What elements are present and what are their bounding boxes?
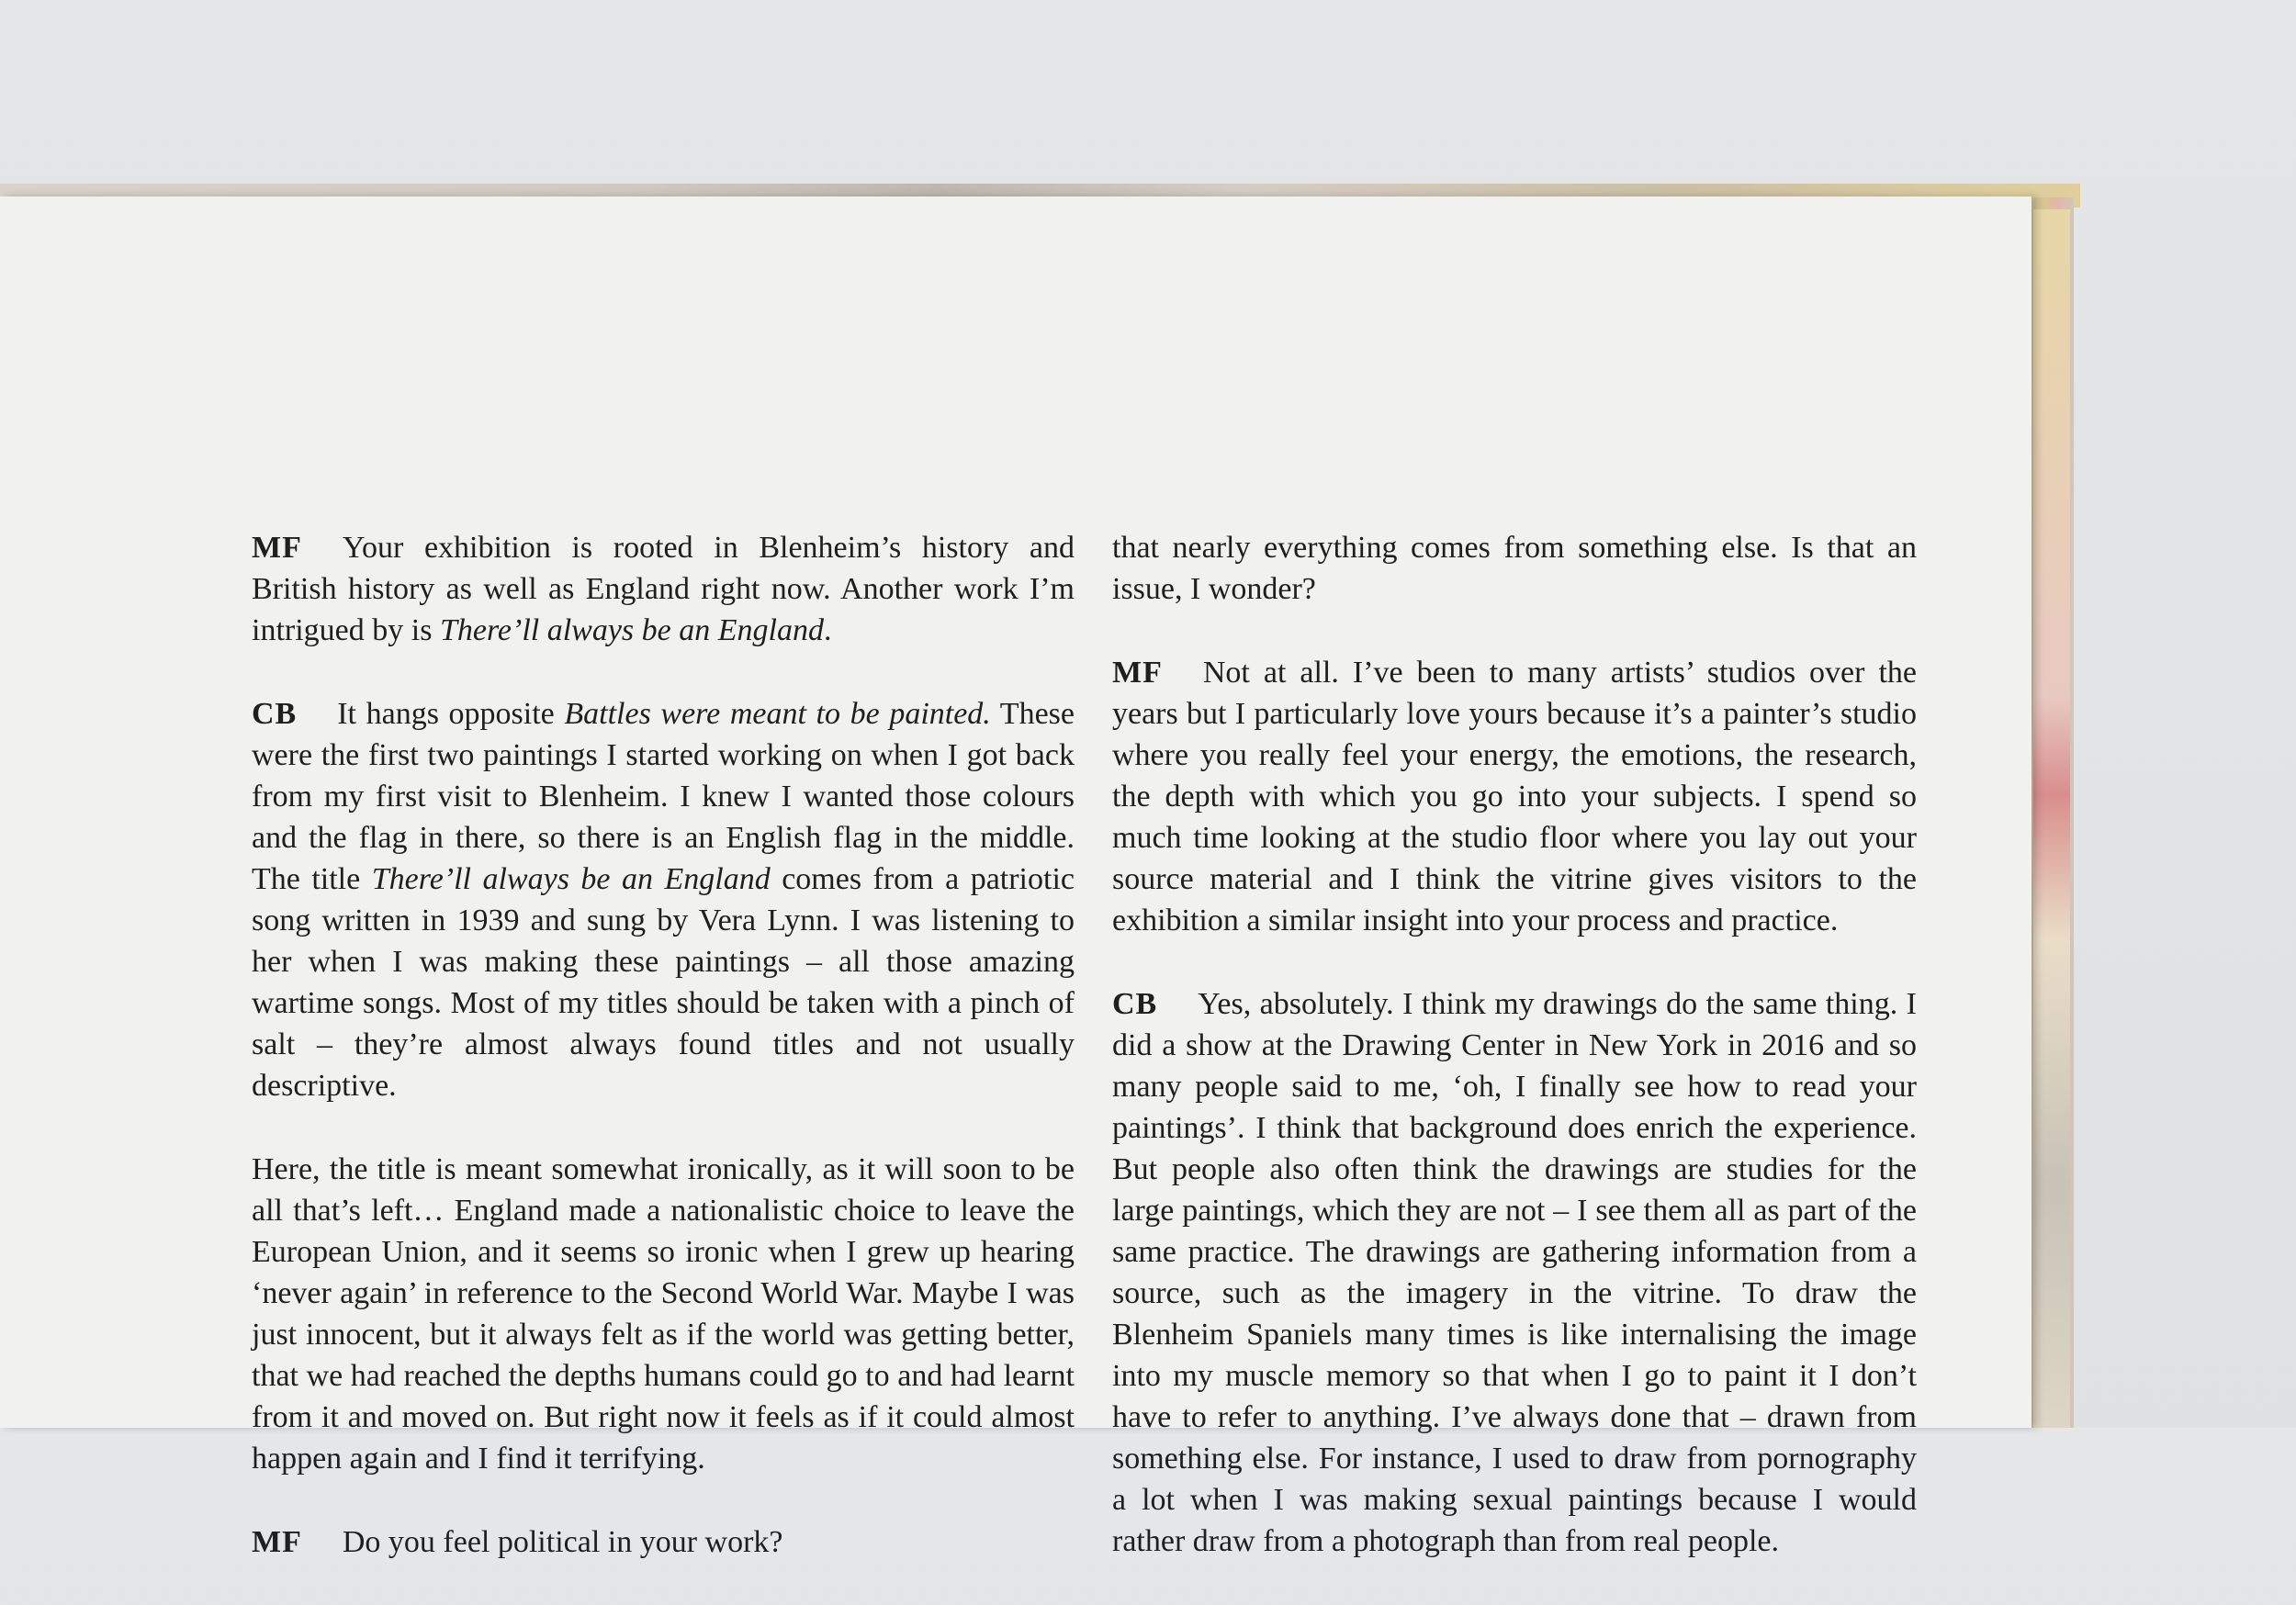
book-page (0, 196, 2032, 1559)
paragraph-text: Here, the title is meant somewhat ironically, as it will soon to be all that’s left… England made a nationalistic choice to leave the European Union, and it seems so ironic when I grew up hearing ‘never again’ in reference to the Second World War. Maybe I was just innocent, but it always felt as if the world was getting better, that we had reached the depths humans could go to and had learnt from it and moved on. But right now it feels as if it could almost happen again and I find it terrifying. (252, 1152, 1075, 1476)
speaker-label: MF (252, 531, 302, 565)
artwork-title: There’ll always be an England (439, 613, 824, 647)
paragraph-mf-1 (252, 527, 1075, 651)
speaker-label: CB (252, 697, 298, 731)
paragraph-text: . (823, 613, 832, 647)
paragraph-continued (1112, 527, 1917, 610)
paragraph-cb-1 (252, 693, 1075, 1106)
paragraph-text: Do you feel political in your work? (342, 1525, 783, 1559)
paragraph-mf-3 (1112, 652, 1917, 941)
paragraph-mf-2 (252, 1521, 1075, 1563)
paragraph-text: It hangs opposite (337, 697, 565, 731)
paragraph-text: Your exhibition is rooted in Blenheim’s history and British history as well as England right now. Another work I’m intrigued by is (252, 531, 1075, 647)
paragraph-text: Not at all. I’ve been to many artists’ studios over the years but I particularly love yours because it’s a painter’s studio where you really feel your energy, the emotions, the research, the depth with which you go into your subjects. I spend so much time looking at the studio floor where you lay out your source material and I think the vitrine gives visitors to the exhibition a similar insight into your process and practice. (1112, 656, 1917, 937)
speaker-label: MF (252, 1525, 302, 1559)
paragraph-text: These were the first two paintings I started working on when I got back from my first visit to Blenheim. I knew I wanted those colours and the flag in there, so there is an English flag in the middle. The title (252, 697, 1075, 896)
artwork-title: There’ll always be an England (371, 862, 771, 896)
right-text-column (1112, 527, 1917, 1604)
paragraph-text: comes from a patriotic song written in 1939 and sung by Vera Lynn. I was listening to her when I was making these paintings – all those amazing wartime songs. Most of my titles should be taken with a pinch of salt – they’re almost always found titles and not usually descriptive. (252, 862, 1075, 1103)
speaker-label: CB (1112, 987, 1158, 1021)
paragraph-cb-3 (1112, 983, 1917, 1562)
speaker-label: MF (1112, 656, 1163, 690)
paragraph-cb-2 (252, 1149, 1075, 1479)
artwork-title: Battles were meant to be painted. (564, 697, 991, 731)
paragraph-text: Yes, absolutely. I think my drawings do the same thing. I did a show at the Drawing Center in New York in 2016 and so many people said to me, ‘oh, I finally see how to read your paintings’. I think that background does enrich the experience. But people also often think the drawings are studies for the large paintings, which they are not – I see them all as part of the same practice. The drawings are gathering information from a source, such as the imagery in the vitrine. To draw the Blenheim Spaniels many times is like internalising the image into my muscle memory so that when I go to paint it I don’t have to refer to anything. I’ve always done that – drawn from something else. For instance, I used to draw from pornography a lot when I was making sexual paintings because I would rather draw from a photograph than from real people. (1112, 987, 1917, 1558)
left-text-column (252, 527, 1075, 1605)
book-cover-edge (2033, 209, 2070, 1428)
paragraph-text: that nearly everything comes from something else. Is that an issue, I wonder? (1112, 531, 1917, 606)
